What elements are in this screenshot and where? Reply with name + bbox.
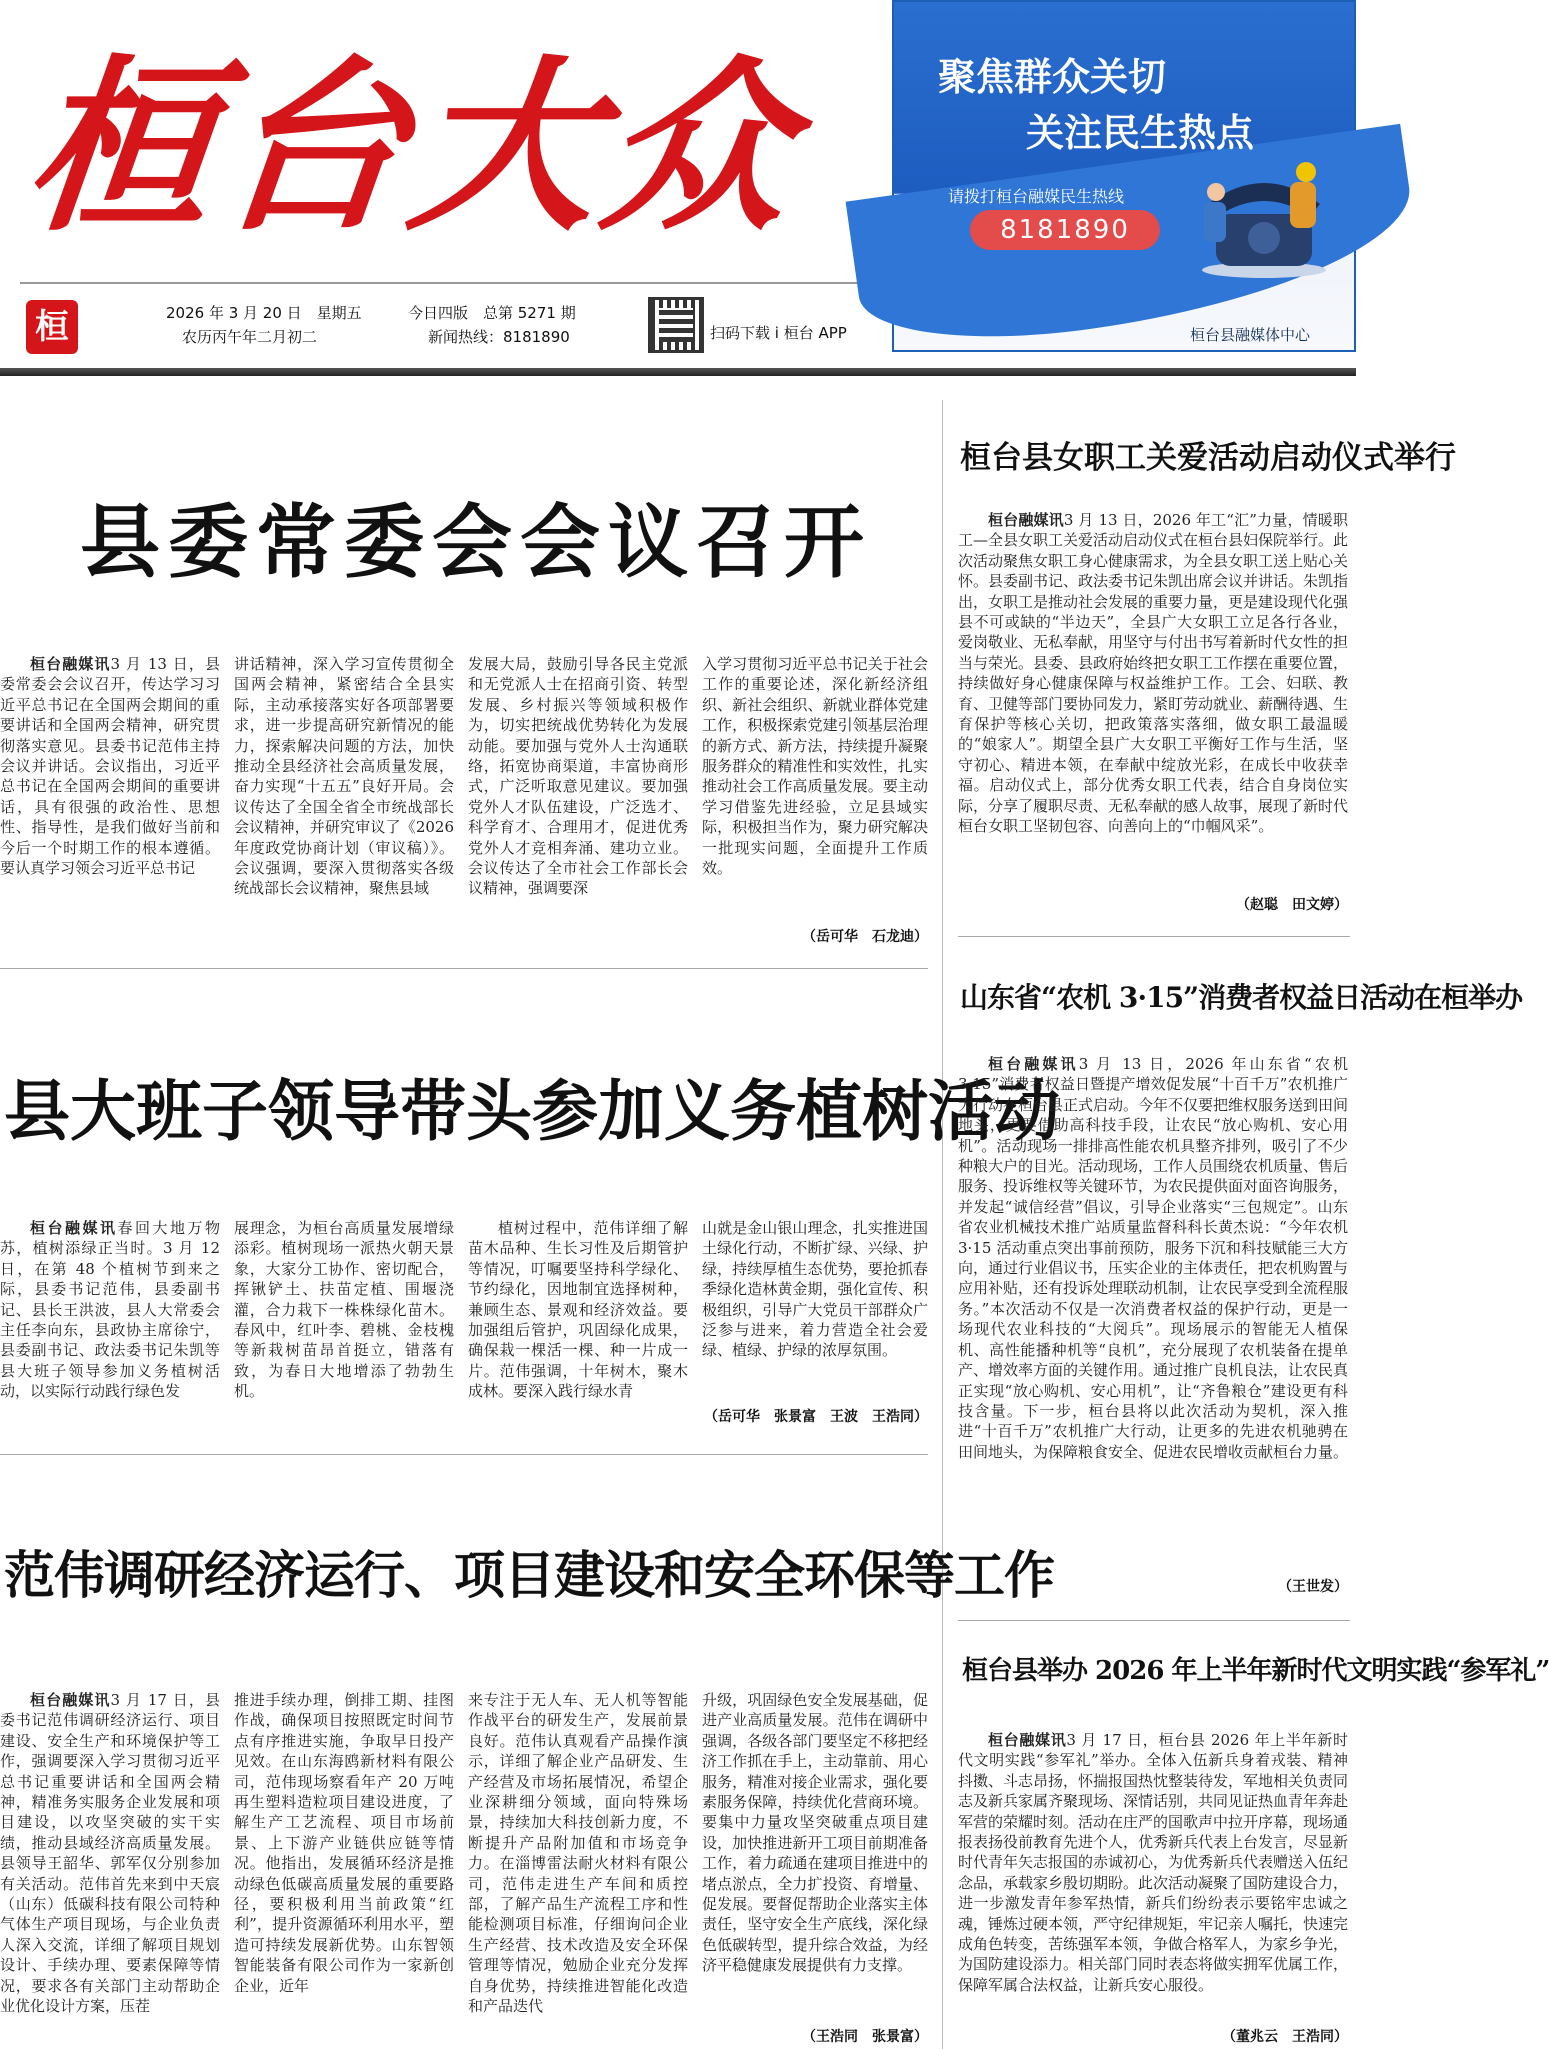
article-fan-col-3: 来专注于无人车、无人机等智能作战平台的研发生产，发展前景良好。范伟认真观看产品操作演示，详细了解企业产品研发、生产经营及市场拓展情况，希望企业深耕细分领域，面向特殊场景，持续加大科技创新力度，不断提升产品附加值和市场竞争力。在淄博雷法耐火材料有限公司，范伟走进生产车间和质控部，了解产品生产流程工序和性能检测项目标准，仔细询问企业生产经营、技术改造及安全环保管理等情况，勉励企业充分发挥自身优势，持续推进智能化改造和产品迭代 [468, 1691, 688, 2016]
article-tree-col-2: 展理念，为桓台高质量发展增绿添彩。植树现场一派热火朝天景象，大家分工协作、密切配合，挥锹铲土、扶苗定植、围堰浇灌，合力栽下一株株绿化苗木。春风中，红叶李、碧桃、金枝槐等新栽树苗昂首挺立，错落有致，为春日大地增添了勃勃生机。 [234, 1219, 454, 1401]
article-side2-byline: （王世发） [1278, 1579, 1348, 1595]
masthead-divider [20, 282, 868, 284]
banner-subtitle: 请拨打桓台融媒民生热线 [948, 187, 1125, 206]
article-text: 3 月 17 日，县委书记范伟调研经济运行、项目建设、安全生产和环境保护等工作，强调要深入学习贯彻习近平总书记重要讲话和全国两会精神，精准务实服务企业发展和项目建设，以攻坚突破的实干实绩，推动县域经济高质量发展。县领导王韶华、郭军仅分别参加有关活动。范伟首先来到中天宸（山东）低碳科技有限公司特种气体生产项目现场，与企业负责人深入交流，详细了解项目规划设计、手续办理、要素保障等情况，要求各有关部门主动帮助企业优化设计方案，压茬 [0, 1691, 220, 2016]
article-lead: 桓台融媒讯 [988, 511, 1064, 529]
article-main-col-4: 入学习贯彻习近平总书记关于社会工作的重要论述，深化新经济组织、新社会组织、新就业群体党建工作，积极探索党建引领基层治理的新方式、新方法，持续提升凝聚服务群众的精准性和实效性，扎实推动社会工作高质量发展。要主动学习借鉴先进经验，立足县域实际，积极担当作为，聚力研究解决一批现实问题，全面提升工作质效。 [702, 655, 928, 878]
article-side3-byline: （董兆云 王浩同） [1222, 2029, 1348, 2045]
article-tree-col-1 [0, 1218, 220, 1426]
newspaper-logo-icon: 桓 [26, 300, 78, 354]
headline-inspection[interactable]: 范伟调研经济运行、项目建设和安全环保等工作 [4, 1546, 1055, 1606]
date-line: 2026 年 3 月 20 日 星期五 [166, 304, 362, 322]
banner-title-1: 聚焦群众关切 [938, 55, 1167, 99]
article-text: 3 月 13 日，2026 年山东省“农机 3·15”消费者权益日暨提产增效促发展“十百千万”农机推广大行动在桓台县正式启动。今年不仅要把维权服务送到田间地头，更要借助高科技手段，让农民“放心购机、安心用机”。活动现场一排排高性能农机具整齐排列，吸引了不少种粮大户的目光。活动现场，工作人员围绕农机质量、售后服务、投诉维权等关键环节，为农民提供面对面咨询服务，并发起“诚信经营”倡议，引导企业落实“三包规定”。山东省农业机械技术推广站质量监督科科长黄杰说：“今年农机 3·15 活动重点突出事前预防，服务下沉和科技赋能三大方向，通过行业倡议书，压实企业的主体责任，把农机购置与应用补贴，还有投诉处理联动机制，让农民享受到全流程服务。”本次活动不仅是一次消费者权益的保护行动，更是一场现代农业科技的“大阅兵”。现场展示的智能无人植保机、高性能播种机等“良机”，充分展现了农机装备在提单产、增效率方面的关键作用。通过推广良机良法，让农民真正实现“放心购机、安心用机”，让“齐鲁粮仓”建设更有科技含量。下一步，桓台县将以此次活动为契机，深入推进“十百千万”农机推广大行动，让更多的先进农机驰骋在田间地头，为保障粮食安全、促进农民增收贡献桓台力量。 [958, 1055, 1349, 1461]
headline-agri-machinery[interactable]: 山东省“农机 3·15”消费者权益日活动在桓举办 [960, 981, 1523, 1014]
article-tree-col-4: 山就是金山银山理念，扎实推进国土绿化行动，不断扩绿、兴绿、护绿，持续厚植生态优势，要抢抓春季绿化造林黄金期，强化宣传、积极组织，引导广大党员干部群众广泛参与进来，着力营造全社会爱绿、植绿、护绿的浓厚氛围。 [702, 1219, 928, 1360]
article-lead: 桓台融媒讯 [30, 1219, 118, 1237]
article-lead: 桓台融媒讯 [988, 1055, 1079, 1073]
headline-female-workers[interactable]: 桓台县女职工关爱活动启动仪式举行 [960, 440, 1456, 476]
article-main-col-2: 讲话精神，深入学习宣传贯彻全国两会精神，紧密结合全县实际，主动承接落实好各项部署要求，进一步提高研究新情况的能力，探索解决问题的方法，加快推动全县经济社会高质量发展，奋力实现“十五五”良好开局。会议传达了全国全省全市统战部长会议精神，并研究审议了《2026 年度政党协商计划（审议稿）》。会议强调，要深入贯彻落实各级统战部长会议精神，聚焦县域 [234, 655, 454, 898]
article-fan-byline: （王浩同 张景富） [802, 2029, 928, 2045]
article-tree-col-3: 植树过程中，范伟详细了解苗木品种、生长习性及后期管护等情况，叮嘱要坚持科学绿化、节约绿化，因地制宜选择树种，兼顾生态、景观和经济效益。要加强组后管护，巩固绿化成果，确保栽一棵活一棵、种一片成一片。范伟强调，十年树木，聚木成林。要深入践行绿水青 [468, 1219, 688, 1401]
article-fan-col-4: 升级，巩固绿色安全发展基础，促进产业高质量发展。范伟在调研中强调，各级各部门要坚定不移把经济工作抓在手上，主动靠前、用心服务，精准对接企业需求，强化要素服务保障，持续优化营商环境。要集中力量攻坚突破重点项目建设，加快推进新开工项目前期准备工作，着力疏通在建项目推进中的堵点淤点，全力扩投资、育增量、促发展。要督促帮助企业落实主体责任，坚守安全生产底线，深化绿色低碳转型，提升综合效益，为经济平稳健康发展提供有力支撑。 [702, 1691, 928, 1975]
headline-enlistment-ceremony[interactable]: 桓台县举办 2026 年上半年新时代文明实践“参军礼” [962, 1656, 1549, 1686]
news-hotline: 新闻热线：8181890 [428, 328, 570, 346]
article-text: 3 月 13 日，县委常委会会议召开，传达学习习近平总书记在全国两会期间的重要讲话和全国两会精神，研究贯彻落实意见。县委书记范伟主持会议并讲话。会议指出，习近平总书记在全国两会期间的重要讲话，具有很强的政治性、思想性、指导性，是我们做好当前和今后一个时期工作的根本遵循。要认真学习领会习近平总书记 [0, 655, 220, 878]
masthead-bottom-bar [0, 368, 1356, 376]
section-divider [0, 1454, 928, 1455]
telephone-illustration-icon [1194, 152, 1334, 282]
article-text: 3 月 17 日，桓台县 2026 年上半年新时代文明实践“参军礼”举办。全体入伍新兵身着戎装、精神抖擞、斗志昂扬，怀揣报国热忱整装待发，军地相关负责同志及新兵家属齐聚现场、深情话别，共同见证热血青年奔赴军营的荣耀时刻。活动在庄严的国歌声中拉开序幕，现场通报表扬役前教育先进个人，优秀新兵代表上台发言，尽显新时代青年矢志报国的赤诚初心，为优秀新兵代表赠送入伍纪念品，承载家乡殷切期盼。此次活动凝聚了国防建设合力，进一步激发青年参军热情，新兵们纷纷表示要铭牢忠诚之魂，锤炼过硬本领，严守纪律规矩，牢记亲人嘱托，快速完成角色转变，苦练强军本领，争做合格军人，为家乡争光，为国防建设添力。相关部门同时表态将做实拥军优属工作，保障军属合法权益，让新兵安心服役。 [958, 1731, 1349, 1994]
article-text: 3 月 13 日，2026 年工“汇”力量，情暖职工—全县女职工关爱活动启动仪式在桓台县妇保院举行。此次活动聚焦女职工身心健康需求，为全县女职工送上贴心关怀。县委副书记、政法委书记朱凯出席会议并讲话。朱凯指出，女职工是推动社会发展的重要力量，更是建设现代化强县不可或缺的“半边天”，全县广大女职工立足各行各业，爱岗敬业、无私奉献，用坚守与付出书写着新时代女性的担当与荣光。县委、县政府始终把女职工工作摆在重要位置，持续做好身心健康保障与权益维护工作。工会、妇联、教育、卫健等部门要协同发力，紧盯劳动就业、薪酬待遇、生育保护等核心关切，把政策落实落细，做女职工最温暖的“娘家人”。期望全县广大女职工平衡好工作与生活，坚守初心、精进本领，在奉献中绽放光彩，在成长中收获幸福。启动仪式上，部分优秀女职工代表，结合自身岗位实际，分享了履职尽责、无私奉献的感人故事，展现了新时代桓台女职工坚韧包容、向善向上的“巾帼风采”。 [958, 511, 1349, 836]
banner-title-2: 关注民生热点 [1026, 111, 1255, 155]
article-side1-body [958, 510, 1348, 898]
banner-organization: 桓台县融媒体中心 [1190, 326, 1311, 344]
app-download-label: 扫码下载 i 桓台 APP [710, 324, 847, 342]
article-side2-body [958, 1054, 1348, 1570]
section-divider [958, 1620, 1350, 1621]
hotline-banner[interactable] [892, 0, 1356, 352]
article-main-col-1 [0, 654, 220, 940]
headline-standing-committee[interactable]: 县委常委会会议召开 [80, 495, 872, 589]
newspaper-title: 桓台大众 [16, 39, 808, 256]
headline-tree-planting[interactable]: 县大班子领导带头参加义务植树活动 [4, 1072, 1060, 1150]
column-divider [942, 400, 943, 2049]
lunar-date-line: 农历丙午年二月初二 [182, 328, 318, 346]
section-divider [0, 968, 928, 969]
article-tree-byline: （岳可华 张景富 王波 王浩同） [704, 1409, 928, 1425]
article-side1-byline: （赵聪 田文婷） [1236, 897, 1348, 913]
article-fan-col-2: 推进手续办理，倒排工期、挂图作战，确保项目按照既定时间节点有序推进实施，争取早日投产见效。在山东海鸥新材料有限公司，范伟现场察看年产 20 万吨再生塑料造粒项目建设进度，了解生产工艺流程、项目市场前景、上下游产业链供应链等情况。他指出，发展循环经济是推动绿色低碳高质量发展的重要路径，要积极利用当前政策“红利”，提升资源循环利用水平，塑造可持续发展新优势。山东智领智能装备有限公司作为一家新创企业，近年 [234, 1691, 454, 1995]
app-qr-code-icon[interactable] [648, 297, 704, 353]
article-lead: 桓台融媒讯 [988, 1731, 1067, 1749]
article-lead: 桓台融媒讯 [30, 655, 111, 673]
section-divider [958, 936, 1350, 937]
article-text: 春回大地万物苏，植树添绿正当时。3 月 12 日，在第 48 个植树节到来之际，县委书记范伟，县委副书记、县长王洪波，县人大常委会主任李向东，县政协主席徐宁，县委副书记、政法委书记朱凯等县大班子领导参加义务植树活动，以实际行动践行绿色发 [0, 1219, 220, 1401]
edition-info: 今日四版 总第 5271 期 [408, 304, 576, 322]
article-fan-col-1 [0, 1690, 220, 2049]
article-side3-body [958, 1730, 1348, 2024]
article-main-col-3: 发展大局，鼓励引导各民主党派和无党派人士在招商引资、转型发展、乡村振兴等领域积极作为，切实把统战优势转化为发展动能。要加强与党外人士沟通联络，拓宽协商渠道，丰富协商形式，广泛听取意见建议。要加强党外人才队伍建设，广泛选才、科学育才、合理用才，促进优秀党外人才竞相奔涌、建功立业。会议传达了全市社会工作部长会议精神，强调要深 [468, 655, 688, 898]
article-lead: 桓台融媒讯 [30, 1691, 111, 1709]
banner-hotline-number: 8181890 [970, 210, 1160, 250]
article-main-byline: （岳可华 石龙迪） [802, 929, 928, 945]
